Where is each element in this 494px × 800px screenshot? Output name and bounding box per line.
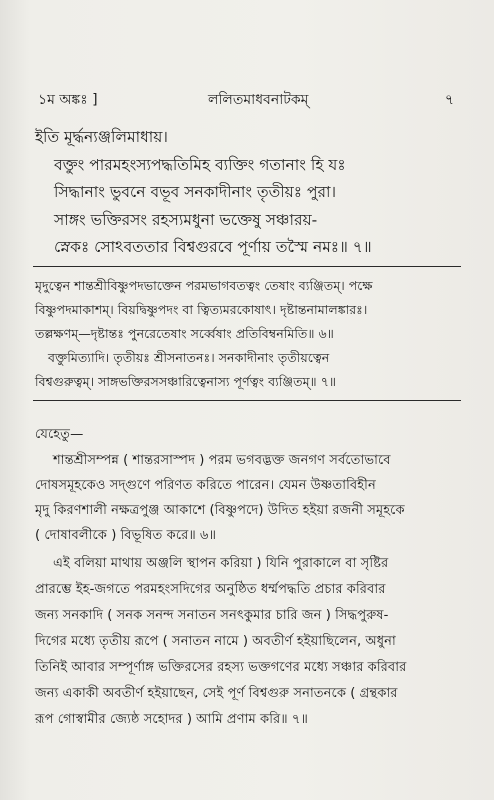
divider-rule: [33, 266, 461, 267]
translation-line: জন্য সনকাদি ( সনক সনন্দ সনাতন সনৎকুমার চারি জন ) সিদ্ধপুরুষ-: [35, 608, 389, 623]
translation-line: এই বলিয়া মাথায় অঞ্জলি স্থাপন করিয়া ) যিনি পুরাকালে বা সৃষ্টির: [53, 556, 389, 571]
translation-line: জন্য একাকী অবতীর্ণ হইয়াছেন, সেই পূর্ণ বিশ্বগুরু সনাতনকে ( গ্রন্থকার: [35, 686, 398, 701]
commentary-line: বিষ্ণুপদমাকাশম্। বিয়দ্বিষ্ণুপদং বা ত্বিত্যমরকোষাৎ। দৃষ্টান্তনামালঙ্কারঃ।: [35, 302, 368, 317]
translation-line: প্রারম্ভে ইহ-জগতে পরমহংসদিগের অনুষ্ঠিত ধর্ম্মপদ্ধতি প্রচার করিবার: [35, 582, 386, 597]
translation-heading: যেহেতু—: [35, 427, 84, 442]
translation-line: রূপ গোস্বামীর জ্যেষ্ঠ সহোদর ) আমি প্রণাম করি॥ ৭॥: [35, 712, 308, 727]
commentary-line: তল্লক্ষণম্—দৃষ্টান্তঃ পুনরেতেষাং সর্ব্বেষাং প্রতিবিম্বনমিতি॥ ৬॥: [35, 326, 334, 341]
running-header: [38, 88, 454, 110]
verse-line: সাঙ্গং ভক্তিরসং রহস্যমধুনা ভক্তেষু সঞ্চারয়-: [54, 211, 318, 229]
verse-line: স্নেকঃ সোঽবততার বিশ্বগুরবে পূর্ণায় তস্মৈ নমঃ॥ ৭॥: [54, 238, 372, 256]
act-label: ১ম অঙ্কঃ ]: [38, 92, 98, 108]
translation-line: মৃদু কিরণশালী নক্ষত্রপুঞ্জ আকাশে (বিষ্ণুপদে) উদিত হইয়া রজনী সমূহকে: [35, 503, 405, 518]
verse-line: বক্তুং পারমহংস্যপদ্ধতিমিহ ব্যক্তিং গতানাং হি যঃ: [54, 156, 346, 174]
translation-line: ( দোষাবলীকে ) বিভূষিত করে॥ ৬॥: [35, 528, 217, 543]
translation-line: দিগের মধ্যে তৃতীয় রূপে ( সনাতন নামে ) অবতীর্ণ হইয়াছিলেন, অধুনা: [35, 634, 396, 649]
translation-line: শান্তশ্রীসম্পন্ন ( শান্তরসাস্পদ ) পরম ভগবদ্ভক্ত জনগণ সর্বতোভাবে: [53, 453, 391, 468]
commentary-line: মৃদুত্বেন শান্তশ্রীবিষ্ণুপদভাক্তেন পরমভাগবতত্বং তেষাং ব্যঞ্জিতম্। পক্ষে: [35, 278, 373, 293]
divider-rule: [33, 400, 461, 401]
commentary-line: বিশ্বগুরুত্বম্। সাঙ্গভক্তিরসসঞ্চারিত্বেনাস্য পূর্ণত্বং ব্যঞ্জিতম্॥ ৭॥: [35, 374, 337, 389]
verse-line: ইতি মূর্দ্ধন্যঞ্জলিমাধায়।: [35, 128, 168, 146]
translation-line: তিনিই আবার সম্পূর্ণাঙ্গ ভক্তিরসের রহস্য ভক্তগণের মধ্যে সঞ্চার করিবার: [35, 660, 407, 675]
running-title: ললিতমাধবনাটকম্: [208, 92, 309, 108]
commentary-line: বক্তুমিত্যাদি। তৃতীয়ঃ শ্রীসনাতনঃ। সনকাদীনাং তৃতীয়ত্বেন: [48, 350, 330, 365]
page-number: ৭: [444, 92, 454, 108]
verse-line: সিদ্ধানাং ভুবনে বভূব সনকাদীনাং তৃতীয়ঃ পুরা।: [54, 183, 337, 201]
translation-line: দোষসমূহকেও সদ্‌গুণে পরিণত করিতে পারেন। যেমন উষ্ণতাবিহীন: [35, 478, 376, 493]
